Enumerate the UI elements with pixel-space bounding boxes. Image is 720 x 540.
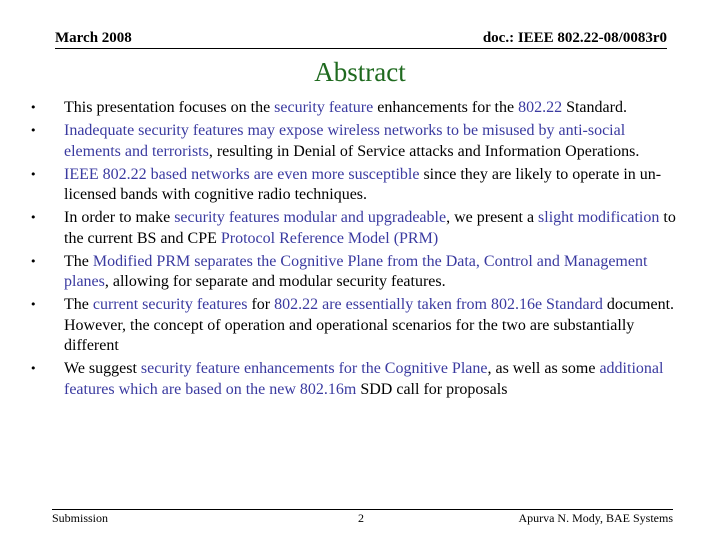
highlighted-text: security feature	[274, 99, 374, 116]
bullet-item	[30, 359, 678, 400]
highlighted-text: slight modification	[538, 209, 660, 226]
bullet-item	[30, 165, 678, 206]
bullet-text: , we present a	[446, 209, 539, 226]
bullet-text: In order to make	[64, 209, 175, 226]
bullet-item	[30, 252, 678, 293]
bullet-text: , resulting in Denial of Service attacks and Information Operations.	[208, 142, 640, 160]
bullet-text: The	[64, 296, 93, 313]
bullet-text: This presentation focuses on the	[64, 99, 275, 116]
bullet-list	[30, 98, 678, 403]
bullet-item	[30, 295, 678, 357]
bullet-text: SDD call for proposals	[356, 380, 508, 398]
highlighted-text: additional features which are based on the new 802.16m	[64, 360, 664, 398]
bullet-dot-icon: •	[30, 211, 37, 224]
highlighted-text: 802.22	[518, 99, 563, 116]
highlighted-text: security feature enhancements for the Cognitive Plane	[140, 360, 488, 377]
bullet-dot-icon: •	[30, 101, 37, 114]
slide-header	[55, 30, 667, 49]
highlighted-text: Protocol Reference Model (PRM)	[220, 229, 439, 247]
bullet-dot-icon: •	[30, 298, 37, 311]
highlighted-text: current security features	[92, 296, 248, 313]
highlighted-text: IEEE 802.22 based networks are even more susceptible	[64, 165, 420, 183]
highlighted-text: 802.22 are essentially taken from 802.16e Standard	[274, 296, 603, 313]
bullet-item	[30, 121, 678, 162]
bullet-text: The	[64, 252, 93, 270]
highlighted-text: security features modular and upgradeable	[174, 209, 447, 226]
bullet-dot-icon: •	[30, 124, 37, 137]
bullet-text: Standard.	[562, 99, 627, 116]
slide-title: Abstract	[314, 57, 406, 87]
bullet-text: , allowing for separate and modular security features.	[104, 273, 446, 290]
bullet-text: enhancements for the	[373, 99, 519, 116]
footer-author: Apurva N. Mody, BAE Systems	[518, 511, 673, 525]
footer-submission: Submission	[52, 511, 109, 525]
page-number: 2	[358, 511, 364, 525]
header-date: March 2008	[55, 30, 132, 46]
bullet-text: for	[247, 296, 275, 313]
header-doc-id: doc.: IEEE 802.22-08/0083r0	[482, 30, 667, 46]
highlighted-text: Inadequate security features may expose wireless networks to be misused by anti-social elements and terrorists	[64, 122, 626, 160]
bullet-dot-icon: •	[30, 254, 37, 268]
bullet-dot-icon: •	[30, 167, 37, 181]
bullet-item	[30, 98, 678, 119]
bullet-item	[30, 208, 678, 249]
bullet-text: to the current BS and CPE	[64, 209, 676, 247]
bullet-text: since they are likely to operate in un-licensed bands with cognitive radio techniques.	[64, 165, 662, 203]
slide-footer	[52, 509, 673, 525]
bullet-text: document. However, the concept of operation and operational scenarios for the two are substantially different	[64, 296, 675, 354]
bullet-text: , as well as some	[487, 360, 600, 377]
bullet-text: We suggest	[64, 360, 141, 377]
bullet-dot-icon: •	[30, 362, 37, 375]
highlighted-text: Modified PRM separates the Cognitive Plane from the Data, Control and Management planes	[64, 252, 648, 290]
